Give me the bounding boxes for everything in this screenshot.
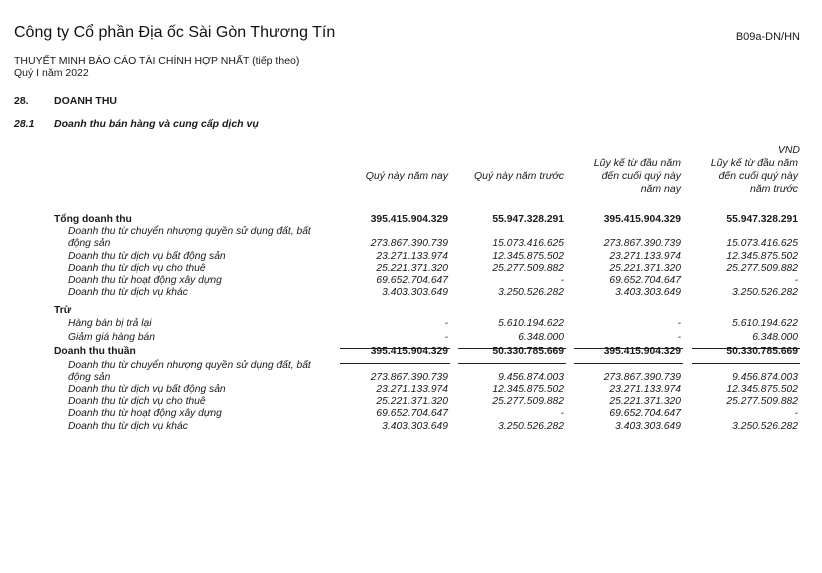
- table-row: [54, 275, 804, 287]
- row-value: 6.348.000: [518, 331, 564, 343]
- row-label: Doanh thu từ dịch vụ bất động sản: [68, 384, 226, 396]
- row-value: 3.403.303.649: [382, 287, 448, 299]
- column-header: Lũy kế từ đầu năm đến cuối quý này năm nay: [593, 157, 681, 195]
- revenue-table: [54, 214, 804, 433]
- row-value: 15.073.416.625: [726, 238, 798, 250]
- table-row: [54, 226, 804, 238]
- row-label: Doanh thu thuần: [54, 345, 136, 357]
- row-label: Doanh thu từ dịch vụ bất động sản: [68, 250, 226, 262]
- report-period: Quý I năm 2022: [14, 67, 89, 79]
- row-value: 25.277.509.882: [726, 396, 798, 408]
- subtotal-rule: [458, 348, 566, 349]
- column-header: Quý này năm trước: [473, 170, 564, 182]
- table-row: [54, 360, 804, 372]
- subtotal-rule: [692, 348, 800, 349]
- row-value: 3.250.526.282: [498, 287, 564, 299]
- column-header: Quý này năm nay: [365, 170, 448, 182]
- row-value: 3.250.526.282: [732, 287, 798, 299]
- table-row: [54, 408, 804, 420]
- row-value: 3.403.303.649: [382, 420, 448, 432]
- row-value: -: [444, 317, 448, 329]
- table-row: [54, 384, 804, 396]
- row-value: 3.250.526.282: [732, 420, 798, 432]
- row-value: 50.330.785.669: [492, 345, 564, 357]
- row-label: Trừ: [54, 305, 72, 317]
- row-value: 25.277.509.882: [492, 262, 564, 274]
- row-value: 23.271.133.974: [376, 250, 448, 262]
- row-value: -: [794, 408, 798, 420]
- total-rule: [340, 363, 450, 364]
- row-value: 69.652.704.647: [376, 408, 448, 420]
- row-value: 3.403.303.649: [615, 420, 681, 432]
- currency-label: VND: [777, 144, 800, 156]
- row-label: Doanh thu từ chuyển nhượng quyền sử dụng đất, bất: [68, 226, 311, 238]
- row-value: 273.867.390.739: [603, 238, 681, 250]
- row-value: 395.415.904.329: [603, 345, 681, 357]
- row-value: 50.330.785.669: [726, 345, 798, 357]
- row-value: 69.652.704.647: [609, 274, 681, 286]
- column-header: Lũy kế từ đầu năm đến cuối quý này năm trước: [710, 157, 798, 195]
- row-value: 5.610.194.622: [732, 317, 798, 329]
- row-value: 9.456.874.003: [732, 371, 798, 383]
- row-value: 273.867.390.739: [603, 371, 681, 383]
- company-name: Công ty Cổ phần Địa ốc Sài Gòn Thương Tín: [14, 24, 336, 41]
- section-number: 28.: [14, 95, 29, 107]
- row-value: 6.348.000: [752, 331, 798, 343]
- row-value: 5.610.194.622: [498, 317, 564, 329]
- row-label: Giảm giá hàng bán: [68, 331, 156, 343]
- row-value: 55.947.328.291: [726, 214, 798, 225]
- row-label: Tổng doanh thu: [54, 214, 132, 225]
- row-value: 395.415.904.329: [370, 345, 448, 357]
- subtotal-rule: [574, 348, 683, 349]
- row-value: 25.221.371.320: [609, 396, 681, 408]
- section-title: DOANH THU: [54, 95, 117, 107]
- row-label: Doanh thu từ dịch vụ khác: [68, 420, 188, 432]
- row-value: 12.345.875.502: [726, 250, 798, 262]
- row-value: 9.456.874.003: [498, 371, 564, 383]
- total-rule: [458, 363, 566, 364]
- table-row: [54, 287, 804, 299]
- row-value: 12.345.875.502: [492, 384, 564, 396]
- total-rule: [692, 363, 800, 364]
- table-row: [54, 263, 804, 275]
- row-value: 273.867.390.739: [370, 238, 448, 250]
- row-value: -: [677, 331, 681, 343]
- row-label: Doanh thu từ hoạt động xây dựng: [68, 274, 222, 286]
- row-value: 12.345.875.502: [726, 384, 798, 396]
- row-value: 23.271.133.974: [609, 384, 681, 396]
- table-row: [54, 305, 804, 317]
- form-code: B09a-DN/HN: [735, 31, 800, 43]
- subtotal-rule: [340, 348, 450, 349]
- row-value: -: [677, 317, 681, 329]
- row-label: Hàng bán bị trả lại: [68, 317, 152, 329]
- row-value: 25.221.371.320: [376, 262, 448, 274]
- total-rule: [574, 363, 683, 364]
- row-value: 55.947.328.291: [492, 214, 564, 225]
- row-label: Doanh thu từ hoạt động xây dựng: [68, 408, 222, 420]
- row-label: động sản: [68, 238, 111, 250]
- row-value: -: [560, 408, 564, 420]
- row-label: Doanh thu từ dịch vụ khác: [68, 287, 188, 299]
- row-value: 25.221.371.320: [609, 262, 681, 274]
- table-row: [54, 396, 804, 408]
- row-value: 25.277.509.882: [726, 262, 798, 274]
- row-value: 12.345.875.502: [492, 250, 564, 262]
- table-row: [54, 238, 804, 250]
- row-value: 395.415.904.329: [603, 214, 681, 225]
- table-row: [54, 372, 804, 384]
- table-row: [54, 251, 804, 263]
- row-value: 69.652.704.647: [609, 408, 681, 420]
- row-value: -: [444, 331, 448, 343]
- row-value: 23.271.133.974: [376, 384, 448, 396]
- row-value: 395.415.904.329: [370, 214, 448, 225]
- row-value: -: [560, 274, 564, 286]
- row-value: 15.073.416.625: [492, 238, 564, 250]
- row-value: 69.652.704.647: [376, 274, 448, 286]
- table-row: [54, 330, 804, 346]
- table-row: [54, 421, 804, 433]
- row-value: 3.250.526.282: [498, 420, 564, 432]
- row-value: 273.867.390.739: [370, 371, 448, 383]
- table-row: [54, 214, 804, 226]
- table-row: [54, 318, 804, 330]
- row-label: Doanh thu từ dịch vụ cho thuê: [68, 262, 206, 274]
- row-value: 25.277.509.882: [492, 396, 564, 408]
- row-label: Doanh thu từ dịch vụ cho thuê: [68, 396, 206, 408]
- row-label: động sản: [68, 371, 111, 383]
- row-value: 25.221.371.320: [376, 396, 448, 408]
- row-value: 3.403.303.649: [615, 287, 681, 299]
- report-title: THUYẾT MINH BÁO CÁO TÀI CHÍNH HỢP NHẤT (tiếp theo): [14, 55, 300, 67]
- subsection-title: Doanh thu bán hàng và cung cấp dịch vụ: [54, 118, 259, 130]
- row-label: Doanh thu từ chuyển nhượng quyền sử dụng đất, bất: [68, 359, 311, 371]
- row-value: -: [794, 274, 798, 286]
- row-value: 23.271.133.974: [609, 250, 681, 262]
- subsection-number: 28.1: [14, 118, 35, 130]
